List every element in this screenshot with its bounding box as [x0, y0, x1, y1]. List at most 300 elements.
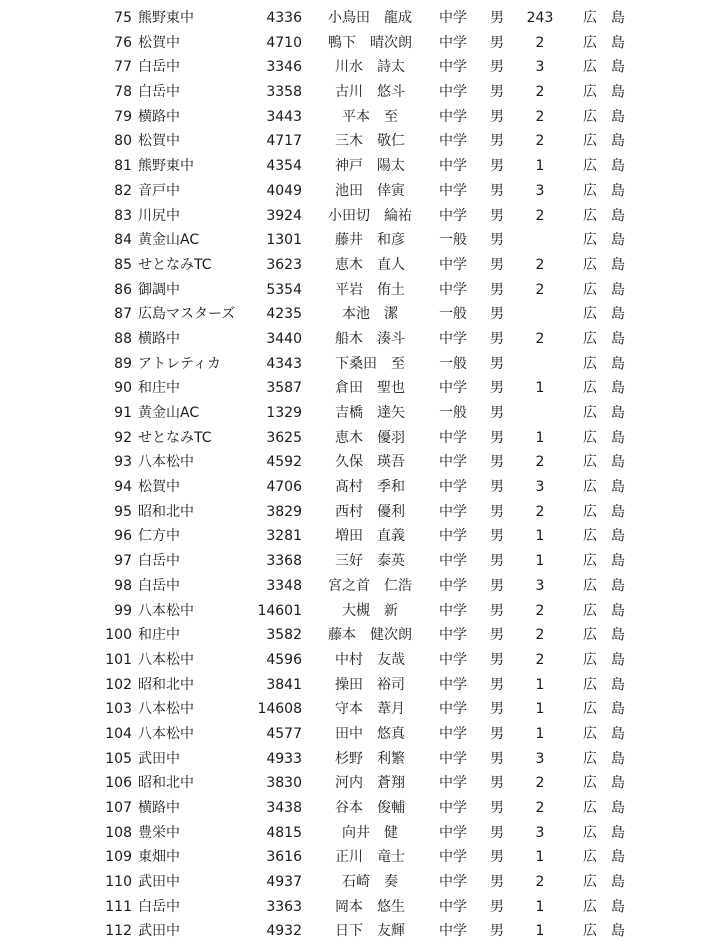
entry-name: 正川 竜士 [335, 849, 405, 866]
entry-name: 操田 裕司 [335, 676, 405, 693]
entry-number: 78 [114, 84, 132, 101]
entry-id: 4354 [266, 158, 302, 175]
entry-sex: 男 [490, 602, 504, 619]
entry-team: 白岳中 [138, 577, 180, 594]
entry-number: 84 [114, 232, 132, 249]
entry-grade: 2 [535, 874, 545, 891]
entry-number: 76 [114, 34, 132, 51]
entry-number: 102 [105, 676, 132, 693]
entry-sex: 男 [490, 676, 504, 693]
entry-name: 河内 蒼翔 [335, 775, 405, 792]
entry-sex: 男 [490, 923, 504, 940]
entry-team: 豊栄中 [138, 824, 180, 841]
entry-name: 守本 葦月 [335, 701, 405, 718]
entry-category: 中学 [439, 849, 467, 866]
entry-sex: 男 [490, 454, 504, 471]
entry-id: 4235 [266, 306, 302, 323]
entry-category: 中学 [439, 750, 467, 767]
entry-id: 4577 [266, 725, 302, 742]
entry-prefecture: 広島 [583, 750, 639, 767]
entry-number: 100 [105, 627, 132, 644]
entry-row [0, 574, 724, 599]
entry-category: 中学 [439, 528, 467, 545]
entry-team: 八本松中 [138, 701, 194, 718]
entry-category: 中学 [439, 602, 467, 619]
entry-sex: 男 [490, 281, 504, 298]
entry-row [0, 648, 724, 673]
entry-sex: 男 [490, 651, 504, 668]
entry-name: 三木 敬仁 [335, 133, 405, 150]
entry-number: 83 [114, 207, 132, 224]
entry-sex: 男 [490, 108, 504, 125]
entry-row [0, 821, 724, 846]
entry-category: 中学 [439, 874, 467, 891]
entry-name: 小鳥田 龍成 [328, 10, 412, 26]
entry-prefecture: 広島 [583, 577, 639, 594]
entry-sex: 男 [490, 577, 504, 594]
entry-team: 仁方中 [138, 528, 180, 545]
entry-number: 79 [114, 108, 132, 125]
entry-sex: 男 [490, 898, 504, 915]
entry-row [0, 697, 724, 722]
entry-team: 八本松中 [138, 454, 194, 471]
entry-prefecture: 広島 [583, 10, 639, 26]
entry-id: 4717 [266, 133, 302, 150]
entry-number: 111 [105, 898, 132, 915]
entry-number: 81 [114, 158, 132, 175]
entry-grade: 1 [535, 676, 545, 693]
entry-team: 白岳中 [138, 553, 180, 570]
entry-number: 104 [105, 725, 132, 742]
entry-row [0, 179, 724, 204]
entry-row [0, 771, 724, 796]
entry-prefecture: 広島 [583, 306, 639, 323]
entry-sex: 男 [490, 750, 504, 767]
entry-sex: 男 [490, 775, 504, 792]
entry-id: 3363 [266, 898, 302, 915]
entry-number: 101 [105, 651, 132, 668]
entry-id: 3358 [266, 84, 302, 101]
entry-number: 94 [114, 479, 132, 496]
entry-grade: 1 [535, 923, 545, 940]
entry-team: 横路中 [138, 330, 180, 347]
entry-grade: 3 [535, 479, 545, 496]
entry-name: 向井 健 [342, 824, 398, 841]
entry-id: 4706 [266, 479, 302, 496]
entry-row [0, 450, 724, 475]
entry-category: 中学 [439, 84, 467, 101]
entry-number: 108 [105, 824, 132, 841]
entry-category: 中学 [439, 775, 467, 792]
entry-id: 4049 [266, 182, 302, 199]
entry-number: 97 [114, 553, 132, 570]
entry-name: 恵木 優羽 [335, 429, 405, 446]
entry-grade: 1 [535, 898, 545, 915]
entry-number: 110 [105, 874, 132, 891]
entry-id: 3582 [266, 627, 302, 644]
entry-name: 池田 倖寅 [335, 182, 405, 199]
entry-grade: 2 [535, 800, 545, 816]
entry-id: 3924 [266, 207, 302, 224]
entry-row [0, 352, 724, 377]
entry-prefecture: 広島 [583, 676, 639, 693]
entry-category: 中学 [439, 330, 467, 347]
entry-prefecture: 広島 [583, 429, 639, 446]
entry-name: 藤本 健次朗 [328, 627, 412, 644]
entry-number: 87 [114, 306, 132, 323]
entry-number: 96 [114, 528, 132, 545]
entry-row [0, 796, 724, 821]
entry-sex: 男 [490, 330, 504, 347]
entry-name: 吉橋 達矢 [335, 405, 405, 421]
entry-row [0, 870, 724, 895]
entry-grade: 2 [535, 627, 545, 644]
entry-team: 松賀中 [138, 479, 180, 496]
entry-id: 4592 [266, 454, 302, 471]
entry-prefecture: 広島 [583, 380, 639, 397]
entry-prefecture: 広島 [583, 553, 639, 570]
entry-prefecture: 広島 [583, 59, 639, 76]
entry-sex: 男 [490, 306, 504, 323]
entry-category: 中学 [439, 454, 467, 471]
entry-team: せとなみTC [138, 256, 212, 273]
entry-team: 武田中 [138, 750, 180, 767]
entry-row [0, 722, 724, 747]
entry-category: 中学 [439, 479, 467, 496]
entry-id: 4932 [266, 923, 302, 940]
entry-prefecture: 広島 [583, 405, 639, 421]
entry-name: 平本 至 [342, 108, 398, 125]
entry-sex: 男 [490, 429, 504, 446]
entry-row [0, 253, 724, 278]
entry-grade: 2 [535, 281, 545, 298]
entry-number: 90 [114, 380, 132, 397]
entry-category: 中学 [439, 256, 467, 273]
entry-id: 3625 [266, 429, 302, 446]
entry-category: 中学 [439, 281, 467, 298]
entry-row [0, 426, 724, 451]
entry-grade: 2 [535, 133, 545, 150]
entry-sex: 男 [490, 355, 504, 372]
entry-name: 鴨下 晴次朗 [328, 34, 412, 51]
entry-grade: 1 [535, 380, 545, 397]
entry-number: 105 [105, 750, 132, 767]
entry-row [0, 376, 724, 401]
entry-prefecture: 広島 [583, 725, 639, 742]
entry-id: 5354 [266, 281, 302, 298]
entry-team: 松賀中 [138, 34, 180, 51]
entry-row [0, 401, 724, 426]
entry-grade: 1 [535, 429, 545, 446]
entry-team: アトレティカ [138, 355, 221, 372]
entry-category: 中学 [439, 133, 467, 150]
entry-category: 中学 [439, 725, 467, 742]
entry-number: 85 [114, 256, 132, 273]
entry-number: 98 [114, 577, 132, 594]
entry-prefecture: 広島 [583, 849, 639, 866]
entry-row [0, 524, 724, 549]
entry-sex: 男 [490, 553, 504, 570]
entry-category: 中学 [439, 380, 467, 397]
entry-id: 14608 [257, 701, 302, 718]
entry-category: 中学 [439, 59, 467, 76]
entry-team: 昭和北中 [138, 503, 194, 520]
entry-name: 川水 詩太 [335, 59, 405, 76]
entry-id: 3281 [266, 528, 302, 545]
entry-name: 増田 直義 [335, 528, 405, 545]
entry-row [0, 228, 724, 253]
entry-number: 91 [114, 405, 132, 421]
entry-name: 船木 湊斗 [335, 330, 405, 347]
entry-row [0, 204, 724, 229]
entry-team: 八本松中 [138, 651, 194, 668]
entry-row [0, 6, 724, 31]
entry-id: 4336 [266, 10, 302, 26]
entry-sex: 男 [490, 849, 504, 866]
entry-name: 杉野 利繁 [335, 750, 405, 767]
entry-team: 白岳中 [138, 59, 180, 76]
entry-grade: 3 [535, 182, 545, 199]
entry-number: 107 [105, 800, 132, 816]
entry-row [0, 673, 724, 698]
entry-name: 西村 優利 [335, 503, 405, 520]
entry-team: 音戸中 [138, 182, 180, 199]
entry-prefecture: 広島 [583, 232, 639, 249]
entry-sex: 男 [490, 232, 504, 249]
entry-category: 中学 [439, 898, 467, 915]
entry-team: 御調中 [138, 281, 180, 298]
entry-team: 武田中 [138, 874, 180, 891]
entry-name: 本池 潔 [342, 306, 398, 323]
entry-prefecture: 広島 [583, 898, 639, 915]
entry-team: 横路中 [138, 108, 180, 125]
entry-prefecture: 広島 [583, 701, 639, 718]
entry-category: 中学 [439, 800, 467, 816]
entry-grade: 2 [535, 775, 545, 792]
entry-list [0, 6, 724, 944]
entry-team: 武田中 [138, 923, 180, 940]
entry-name: 髙村 季和 [335, 479, 405, 496]
entry-id: 4937 [266, 874, 302, 891]
entry-row [0, 302, 724, 327]
entry-team: 昭和北中 [138, 676, 194, 693]
entry-row [0, 31, 724, 56]
entry-id: 3368 [266, 553, 302, 570]
entry-name: 平岩 侑土 [335, 281, 405, 298]
entry-number: 77 [114, 59, 132, 76]
entry-id: 1329 [266, 405, 302, 421]
entry-grade: 1 [535, 158, 545, 175]
entry-prefecture: 広島 [583, 330, 639, 347]
entry-grade: 2 [535, 651, 545, 668]
entry-prefecture: 広島 [583, 84, 639, 101]
entry-row [0, 623, 724, 648]
entry-team: 白岳中 [138, 84, 180, 101]
entry-row [0, 747, 724, 772]
entry-name: 中村 友哉 [335, 651, 405, 668]
entry-grade: 2 [535, 108, 545, 125]
entry-row [0, 154, 724, 179]
entry-id: 4815 [266, 824, 302, 841]
entry-grade: 3 [535, 824, 545, 841]
entry-prefecture: 広島 [583, 256, 639, 273]
entry-grade: 2 [535, 330, 545, 347]
entry-number: 82 [114, 182, 132, 199]
entry-grade: 1 [535, 528, 545, 545]
entry-category: 中学 [439, 651, 467, 668]
entry-category: 一般 [439, 306, 467, 323]
entry-row [0, 500, 724, 525]
entry-sex: 男 [490, 800, 504, 816]
entry-grade: 2 [535, 503, 545, 520]
entry-number: 95 [114, 503, 132, 520]
entry-row [0, 55, 724, 80]
entry-category: 中学 [439, 429, 467, 446]
entry-category: 中学 [439, 701, 467, 718]
entry-id: 3829 [266, 503, 302, 520]
entry-category: 中学 [439, 824, 467, 841]
entry-name: 石崎 奏 [342, 874, 398, 891]
entry-id: 3830 [266, 775, 302, 792]
entry-team: 昭和北中 [138, 775, 194, 792]
entry-prefecture: 広島 [583, 454, 639, 471]
entry-category: 中学 [439, 553, 467, 570]
entry-sex: 男 [490, 405, 504, 421]
entry-sex: 男 [490, 133, 504, 150]
entry-id: 3587 [266, 380, 302, 397]
entry-number: 88 [114, 330, 132, 347]
entry-category: 中学 [439, 676, 467, 693]
entry-id: 3443 [266, 108, 302, 125]
entry-sex: 男 [490, 84, 504, 101]
entry-prefecture: 広島 [583, 182, 639, 199]
entry-team: 八本松中 [138, 602, 194, 619]
entry-prefecture: 広島 [583, 824, 639, 841]
entry-id: 4343 [266, 355, 302, 372]
entry-team: 和庄中 [138, 627, 180, 644]
entry-number: 103 [105, 701, 132, 718]
entry-name: 谷本 俊輔 [335, 800, 405, 816]
entry-category: 中学 [439, 627, 467, 644]
entry-category: 中学 [439, 577, 467, 594]
entry-number: 75 [114, 10, 132, 26]
entry-prefecture: 広島 [583, 602, 639, 619]
entry-sex: 男 [490, 182, 504, 199]
entry-grade: 1 [535, 725, 545, 742]
entry-name: 恵木 直人 [335, 256, 405, 273]
entry-category: 中学 [439, 923, 467, 940]
entry-sex: 男 [490, 528, 504, 545]
entry-prefecture: 広島 [583, 281, 639, 298]
entry-prefecture: 広島 [583, 800, 639, 816]
entry-team: 和庄中 [138, 380, 180, 397]
entry-prefecture: 広島 [583, 158, 639, 175]
entry-sex: 男 [490, 207, 504, 224]
entry-sex: 男 [490, 874, 504, 891]
entry-prefecture: 広島 [583, 355, 639, 372]
entry-category: 中学 [439, 34, 467, 51]
entry-team: 八本松中 [138, 725, 194, 742]
entry-prefecture: 広島 [583, 503, 639, 520]
entry-grade: 2 [535, 34, 545, 51]
entry-name: 神戸 陽太 [335, 158, 405, 175]
entry-sex: 男 [490, 59, 504, 76]
entry-name: 田中 悠真 [335, 725, 405, 742]
entry-sex: 男 [490, 627, 504, 644]
entry-id: 3623 [266, 256, 302, 273]
entry-sex: 男 [490, 10, 504, 26]
entry-sex: 男 [490, 256, 504, 273]
entry-team: 黄金山AC [138, 405, 200, 421]
entry-number: 86 [114, 281, 132, 298]
entry-team: 川尻中 [138, 207, 180, 224]
entry-row [0, 475, 724, 500]
entry-row [0, 549, 724, 574]
entry-id: 3346 [266, 59, 302, 76]
entry-team: 熊野東中 [138, 10, 194, 26]
entry-prefecture: 広島 [583, 627, 639, 644]
entry-prefecture: 広島 [583, 923, 639, 940]
entry-name: 藤井 和彦 [335, 232, 405, 249]
entry-team: 東畑中 [138, 849, 180, 866]
entry-category: 一般 [439, 232, 467, 249]
entry-grade: 2 [535, 84, 545, 101]
entry-name: 岡本 悠生 [335, 898, 405, 915]
entry-grade: 243 [526, 10, 554, 26]
entry-team: 熊野東中 [138, 158, 194, 175]
entry-id: 1301 [266, 232, 302, 249]
entry-sex: 男 [490, 725, 504, 742]
entry-category: 中学 [439, 207, 467, 224]
entry-grade: 2 [535, 454, 545, 471]
entry-number: 80 [114, 133, 132, 150]
entry-row [0, 80, 724, 105]
entry-prefecture: 広島 [583, 207, 639, 224]
entry-team: せとなみTC [138, 429, 212, 446]
entry-id: 3616 [266, 849, 302, 866]
entry-name: 久保 瑛吾 [335, 454, 405, 471]
entry-name: 古川 悠斗 [335, 84, 405, 101]
entry-prefecture: 広島 [583, 108, 639, 125]
entry-category: 中学 [439, 182, 467, 199]
entry-grade: 2 [535, 256, 545, 273]
entry-category: 一般 [439, 405, 467, 421]
entry-row [0, 919, 724, 944]
entry-category: 中学 [439, 158, 467, 175]
entry-prefecture: 広島 [583, 874, 639, 891]
entry-row [0, 895, 724, 920]
entry-name: 宮之首 仁浩 [328, 577, 412, 594]
entry-row [0, 327, 724, 352]
entry-grade: 3 [535, 750, 545, 767]
entry-id: 3841 [266, 676, 302, 693]
entry-id: 14601 [257, 602, 302, 619]
entry-row [0, 599, 724, 624]
entry-name: 下桑田 至 [335, 355, 405, 372]
entry-prefecture: 広島 [583, 133, 639, 150]
entry-grade: 1 [535, 849, 545, 866]
entry-team: 横路中 [138, 800, 180, 816]
entry-number: 112 [105, 923, 132, 940]
entry-prefecture: 広島 [583, 775, 639, 792]
entry-row [0, 845, 724, 870]
entry-grade: 2 [535, 602, 545, 619]
entry-sex: 男 [490, 380, 504, 397]
entry-prefecture: 広島 [583, 651, 639, 668]
entry-category: 中学 [439, 10, 467, 26]
entry-team: 黄金山AC [138, 232, 200, 249]
entry-sex: 男 [490, 503, 504, 520]
